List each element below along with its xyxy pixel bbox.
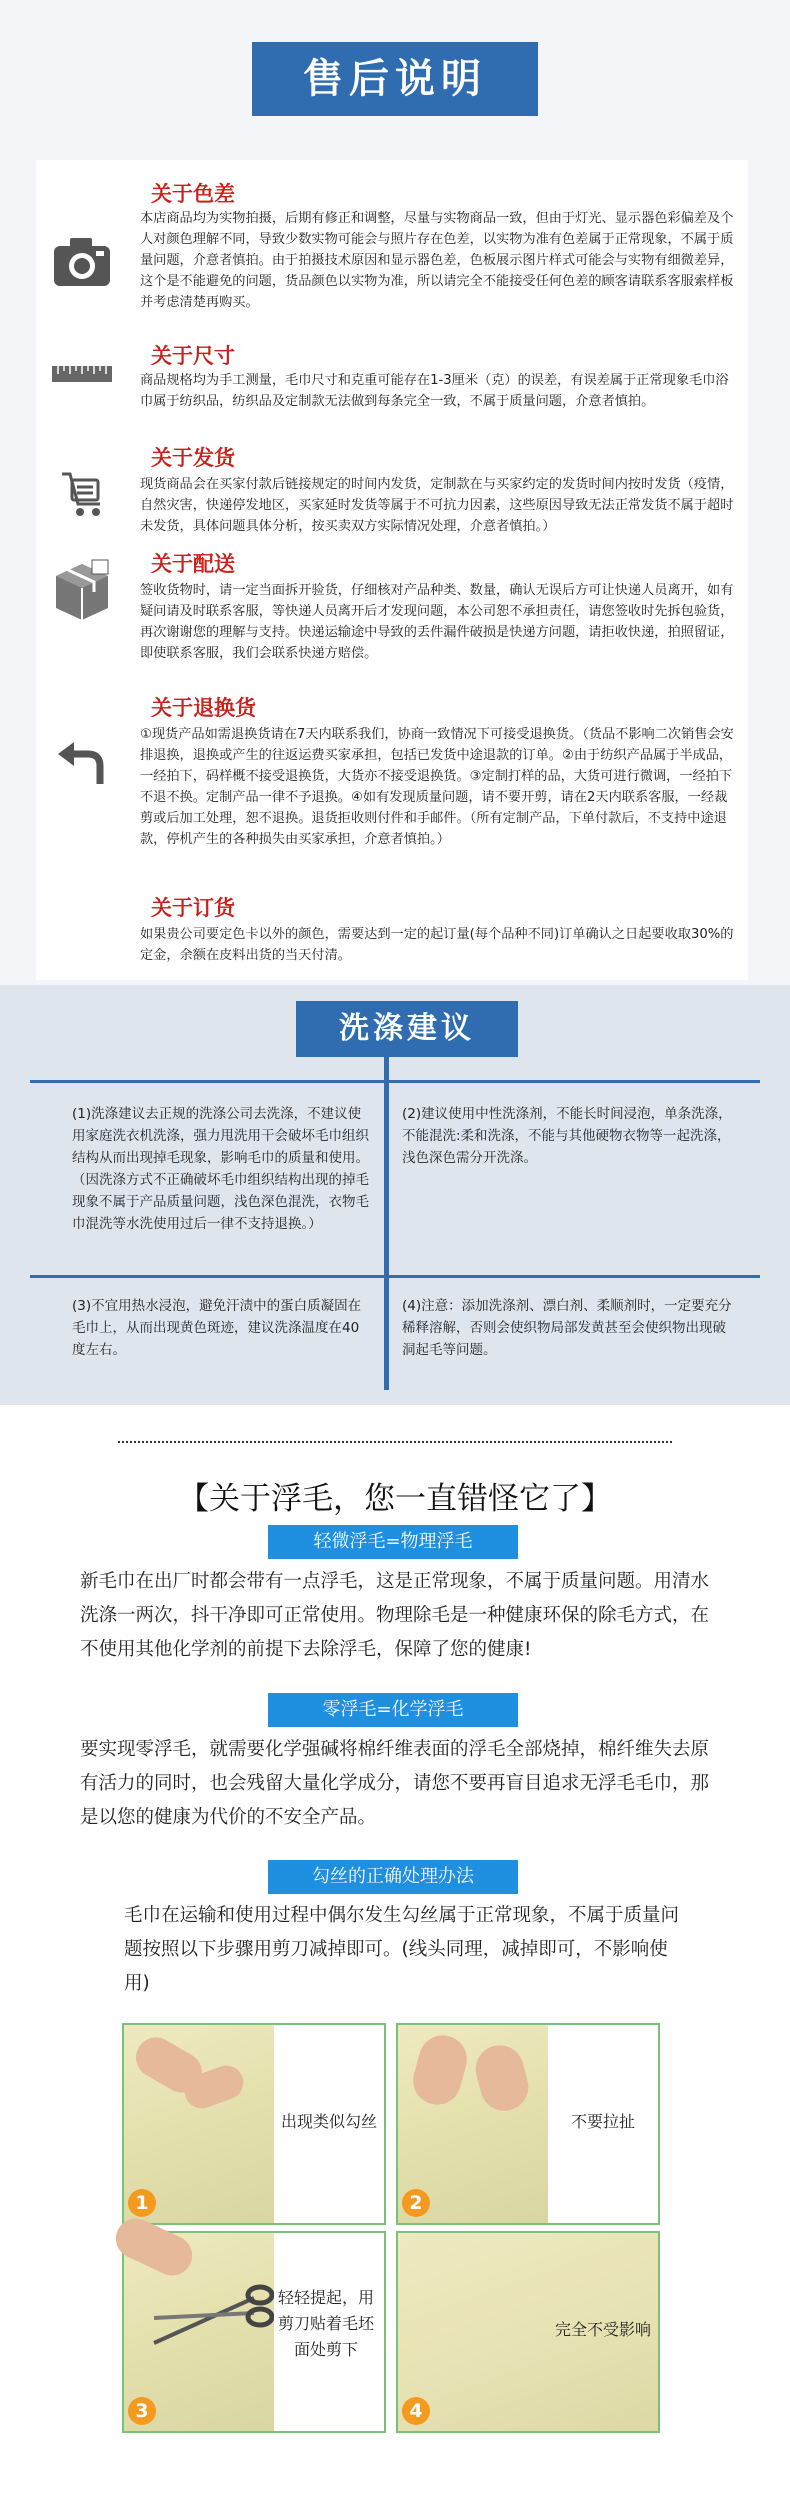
color-diff-item xyxy=(36,178,748,318)
return-item xyxy=(36,692,748,892)
step-4-card xyxy=(396,2231,660,2433)
size-heading: 关于尺寸 xyxy=(151,344,235,368)
light-lint-label: 轻微浮毛=物理浮毛 xyxy=(268,1525,518,1559)
package-icon xyxy=(48,558,116,626)
shipping-text: 现货商品会在买家付款后链接规定的时间内发货，定制款在与买家约定的发货时间内按时发货（疫情，自然灾害，快递停发地区，买家延时发货等属于不可抗力因素，这些原因导致无法正常发货不属于超时未发货，具体问题具体分析，按买卖双方实际情况处理，介意者慎拍。） xyxy=(140,477,734,534)
step-2-number: 2 xyxy=(402,2189,430,2217)
washing-section xyxy=(0,985,790,1405)
lint-section xyxy=(0,1405,790,2500)
zero-lint-label: 零浮毛=化学浮毛 xyxy=(268,1693,518,1727)
delivery-text: 签收货物时，请一定当面拆开验货，仔细核对产品种类、数量，确认无误后方可让快递人员离开，如有疑问请及时联系客服，等快递人员离开后才发现问题，本公司恕不承担责任，请您签收时先拆包验货，再次谢谢您的理解与支持。快递运输途中导致的丢件漏件破损是快递方问题，请拒收快递，拍照留证，即使联系客服，我们会联系快递方赔偿。 xyxy=(140,583,734,661)
wash-tip-4: (4)注意：添加洗涤剂、漂白剂、柔顺剂时，一定要充分稀释溶解，否则会使织物局部发黄甚至会使织物出现破洞起毛等问题。 xyxy=(402,1298,732,1358)
step-3-card xyxy=(122,2231,386,2433)
light-lint-text: 新毛巾在出厂时都会带有一点浮毛，这是正常现象，不属于质量问题。用清水洗涤一两次，抖干净即可正常使用。物理除毛是一种健康环保的除毛方式，在不使用其他化学剂的前提下去除浮毛，保障了您的健康! xyxy=(80,1571,710,1660)
shipping-heading: 关于发货 xyxy=(151,446,235,470)
step-4-number: 4 xyxy=(402,2397,430,2425)
snag-text: 毛巾在运输和使用过程中偶尔发生勾丝属于正常现象，不属于质量问题按照以下步骤用剪刀减掉即可。(线头同理，减掉即可，不影响使用) xyxy=(124,1905,680,1994)
step-3-number: 3 xyxy=(128,2397,156,2425)
shipping-item xyxy=(36,442,748,542)
delivery-heading: 关于配送 xyxy=(151,552,235,576)
dotted-divider xyxy=(118,1441,672,1443)
ruler-icon xyxy=(48,354,116,394)
timeline-line-top xyxy=(30,1080,760,1083)
camera-icon xyxy=(48,228,116,296)
zero-lint-text: 要实现零浮毛，就需要化学强碱将棉纤维表面的浮毛全部烧掉，棉纤维失去原有活力的同时，也会残留大量化学成分，请您不要再盲目追求无浮毛毛巾，那是以您的健康为代价的不安全产品。 xyxy=(80,1739,710,1828)
wash-tip-2: (2)建议使用中性洗涤剂，不能长时间浸泡，单条洗涤，不能混洗:柔和洗涤，不能与其他硬物衣物等一起洗涤，浅色深色需分开洗涤。 xyxy=(402,1106,732,1166)
after-sales-section xyxy=(0,0,790,985)
step-1-card xyxy=(122,2023,386,2225)
timeline-divider xyxy=(384,1055,389,1390)
return-arrow-icon xyxy=(48,732,116,800)
color-diff-heading: 关于色差 xyxy=(151,182,235,206)
return-text: ①现货产品如需退换货请在7天内联系我们，协商一致情况下可接受退换货。（货品不影响二次销售会安排退换，退换或产生的往返运费买家承担，包括已发货中途退款的订单。②由于纺织产品属于半成品，一经拍下，码样概不接受退换货，大货亦不接受退换货。③定制打样的品，大货可进行微调，一经拍下不退不换。定制产品一律不予退换。④如有发现质量问题，请不要开剪，请在2天内联系客服，一经裁剪或后加工处理，恕不退换。退货拒收则付件和手邮件。（所有定制产品，下单付款后，不支持中途退款，停机产生的各种损失由买家承担，介意者慎拍。） xyxy=(140,727,734,847)
step-2-label: 不要拉扯 xyxy=(570,2112,635,2131)
step-1-number: 1 xyxy=(128,2189,156,2217)
timeline-line-middle xyxy=(30,1275,760,1278)
order-item xyxy=(36,892,748,977)
step-1-label: 出现类似勾丝 xyxy=(280,2112,377,2131)
snag-label: 勾丝的正确处理办法 xyxy=(268,1860,518,1894)
size-item xyxy=(36,340,748,430)
wash-tip-3: (3)不宜用热水浸泡，避免汗渍中的蛋白质凝固在毛巾上，从而出现黄色斑迹，建议洗涤温度在40度左右。 xyxy=(72,1298,362,1358)
scissors-icon xyxy=(144,2273,274,2363)
size-text: 商品规格均为手工测量，毛巾尺寸和克重可能存在1-3厘米（克）的误差，有误差属于正常现象毛巾浴巾属于纺织品，纺织品及定制款无法做到每条完全一致，不属于质量问题，介意者慎拍。 xyxy=(140,373,729,409)
color-diff-text: 本店商品均为实物拍摄，后期有修正和调整，尽量与实物商品一致，但由于灯光、显示器色彩偏差及个人对颜色理解不同，导致少数实物可能会与照片存在色差，以实物为准有色差属于正常现象，不属于质量问题，介意者慎拍。由于拍摄技术原因和显示器色差，色板展示图片样式可能会与实物有细微差异，这个是不能避免的问题，货品颜色以实物为准，所以请完全不能接受任何色差的顾客请联系客服索样板并考虑清楚再购买。 xyxy=(140,211,734,310)
washing-title: 洗涤建议 xyxy=(296,1001,518,1057)
order-text: 如果贵公司要定色卡以外的颜色，需要达到一定的起订量(每个品种不同)订单确认之日起要收取30%的定金，余额在皮料出货的当天付清。 xyxy=(140,927,734,963)
wash-tip-1: (1)洗涤建议去正规的洗涤公司去洗涤，不建议使用家庭洗衣机洗涤，强力甩洗用干会破坏毛巾组织结构从而出现掉毛现象，影响毛巾的质量和使用。（因洗涤方式不正确破坏毛巾组织结构出现的掉毛现象不属于产品质量问题，浅色深色混洗，衣物毛巾混洗等水洗使用过后一律不支持退换。） xyxy=(72,1106,369,1232)
step-3-label: 轻轻提起，用剪刀贴着毛坯面处剪下 xyxy=(277,2288,374,2359)
step-2-card xyxy=(396,2023,660,2225)
step-4-label: 完全不受影响 xyxy=(554,2320,651,2339)
delivery-item xyxy=(36,548,748,698)
lint-heading: 【关于浮毛，您一直错怪它了】 xyxy=(178,1481,612,1517)
return-heading: 关于退换货 xyxy=(151,696,256,720)
order-heading: 关于订货 xyxy=(151,896,235,920)
after-sales-card xyxy=(36,160,748,980)
after-sales-title: 售后说明 xyxy=(252,42,538,116)
cart-icon xyxy=(48,462,116,530)
